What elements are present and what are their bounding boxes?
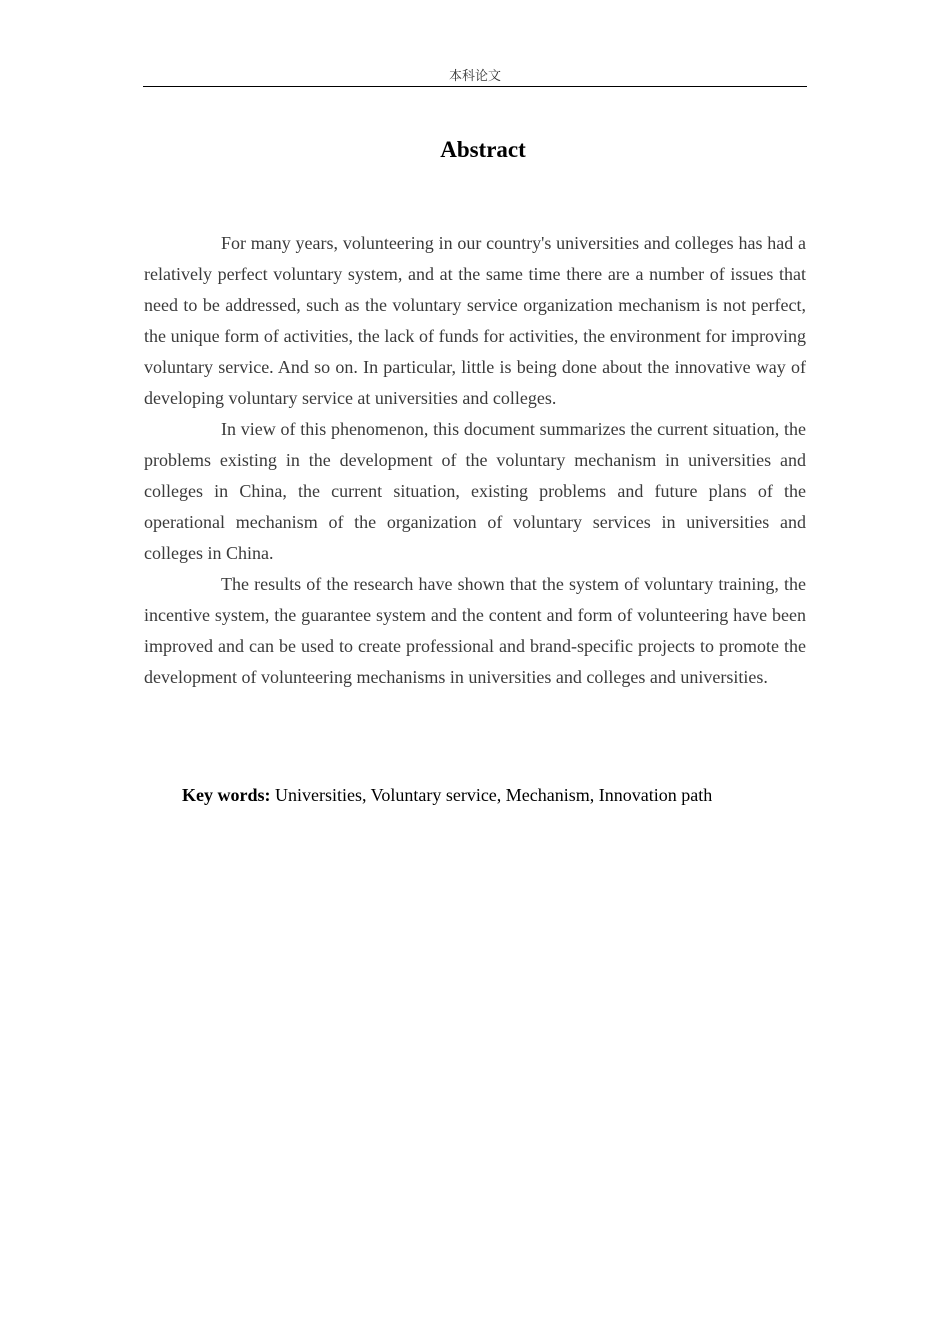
abstract-title: Abstract <box>440 137 526 162</box>
running-title: 本科论文 <box>448 68 501 83</box>
page-header <box>143 66 807 87</box>
abstract-paragraph-3: The results of the research have shown that the system of voluntary training, the incentive system, the guarantee system and the content and form of volunteering have been improved and can be used to create professional and brand-specific projects to promote the development of volunteering mechanisms in universities and colleges and universities. <box>144 574 806 687</box>
abstract-body <box>144 228 806 693</box>
keywords-text: Universities, Voluntary service, Mechanism, Innovation path <box>275 785 713 805</box>
abstract-paragraph-2: In view of this phenomenon, this document summarizes the current situation, the problems existing in the development of the voluntary mechanism in universities and colleges in China, the current situation, existing problems and future plans of the operational mechanism of the organization of voluntary services in universities and colleges in China. <box>144 419 806 563</box>
abstract-paragraph-1: For many years, volunteering in our country's universities and colleges has had a relatively perfect voluntary system, and at the same time there are a number of issues that need to be addressed, such as the voluntary service organization mechanism is not perfect, the unique form of activities, the lack of funds for activities, the environment for improving voluntary service. And so on. In particular, little is being done about the innovative way of developing voluntary service at universities and colleges. <box>144 233 806 408</box>
keywords-label: Key words: <box>182 785 271 805</box>
keywords-line <box>182 780 822 811</box>
